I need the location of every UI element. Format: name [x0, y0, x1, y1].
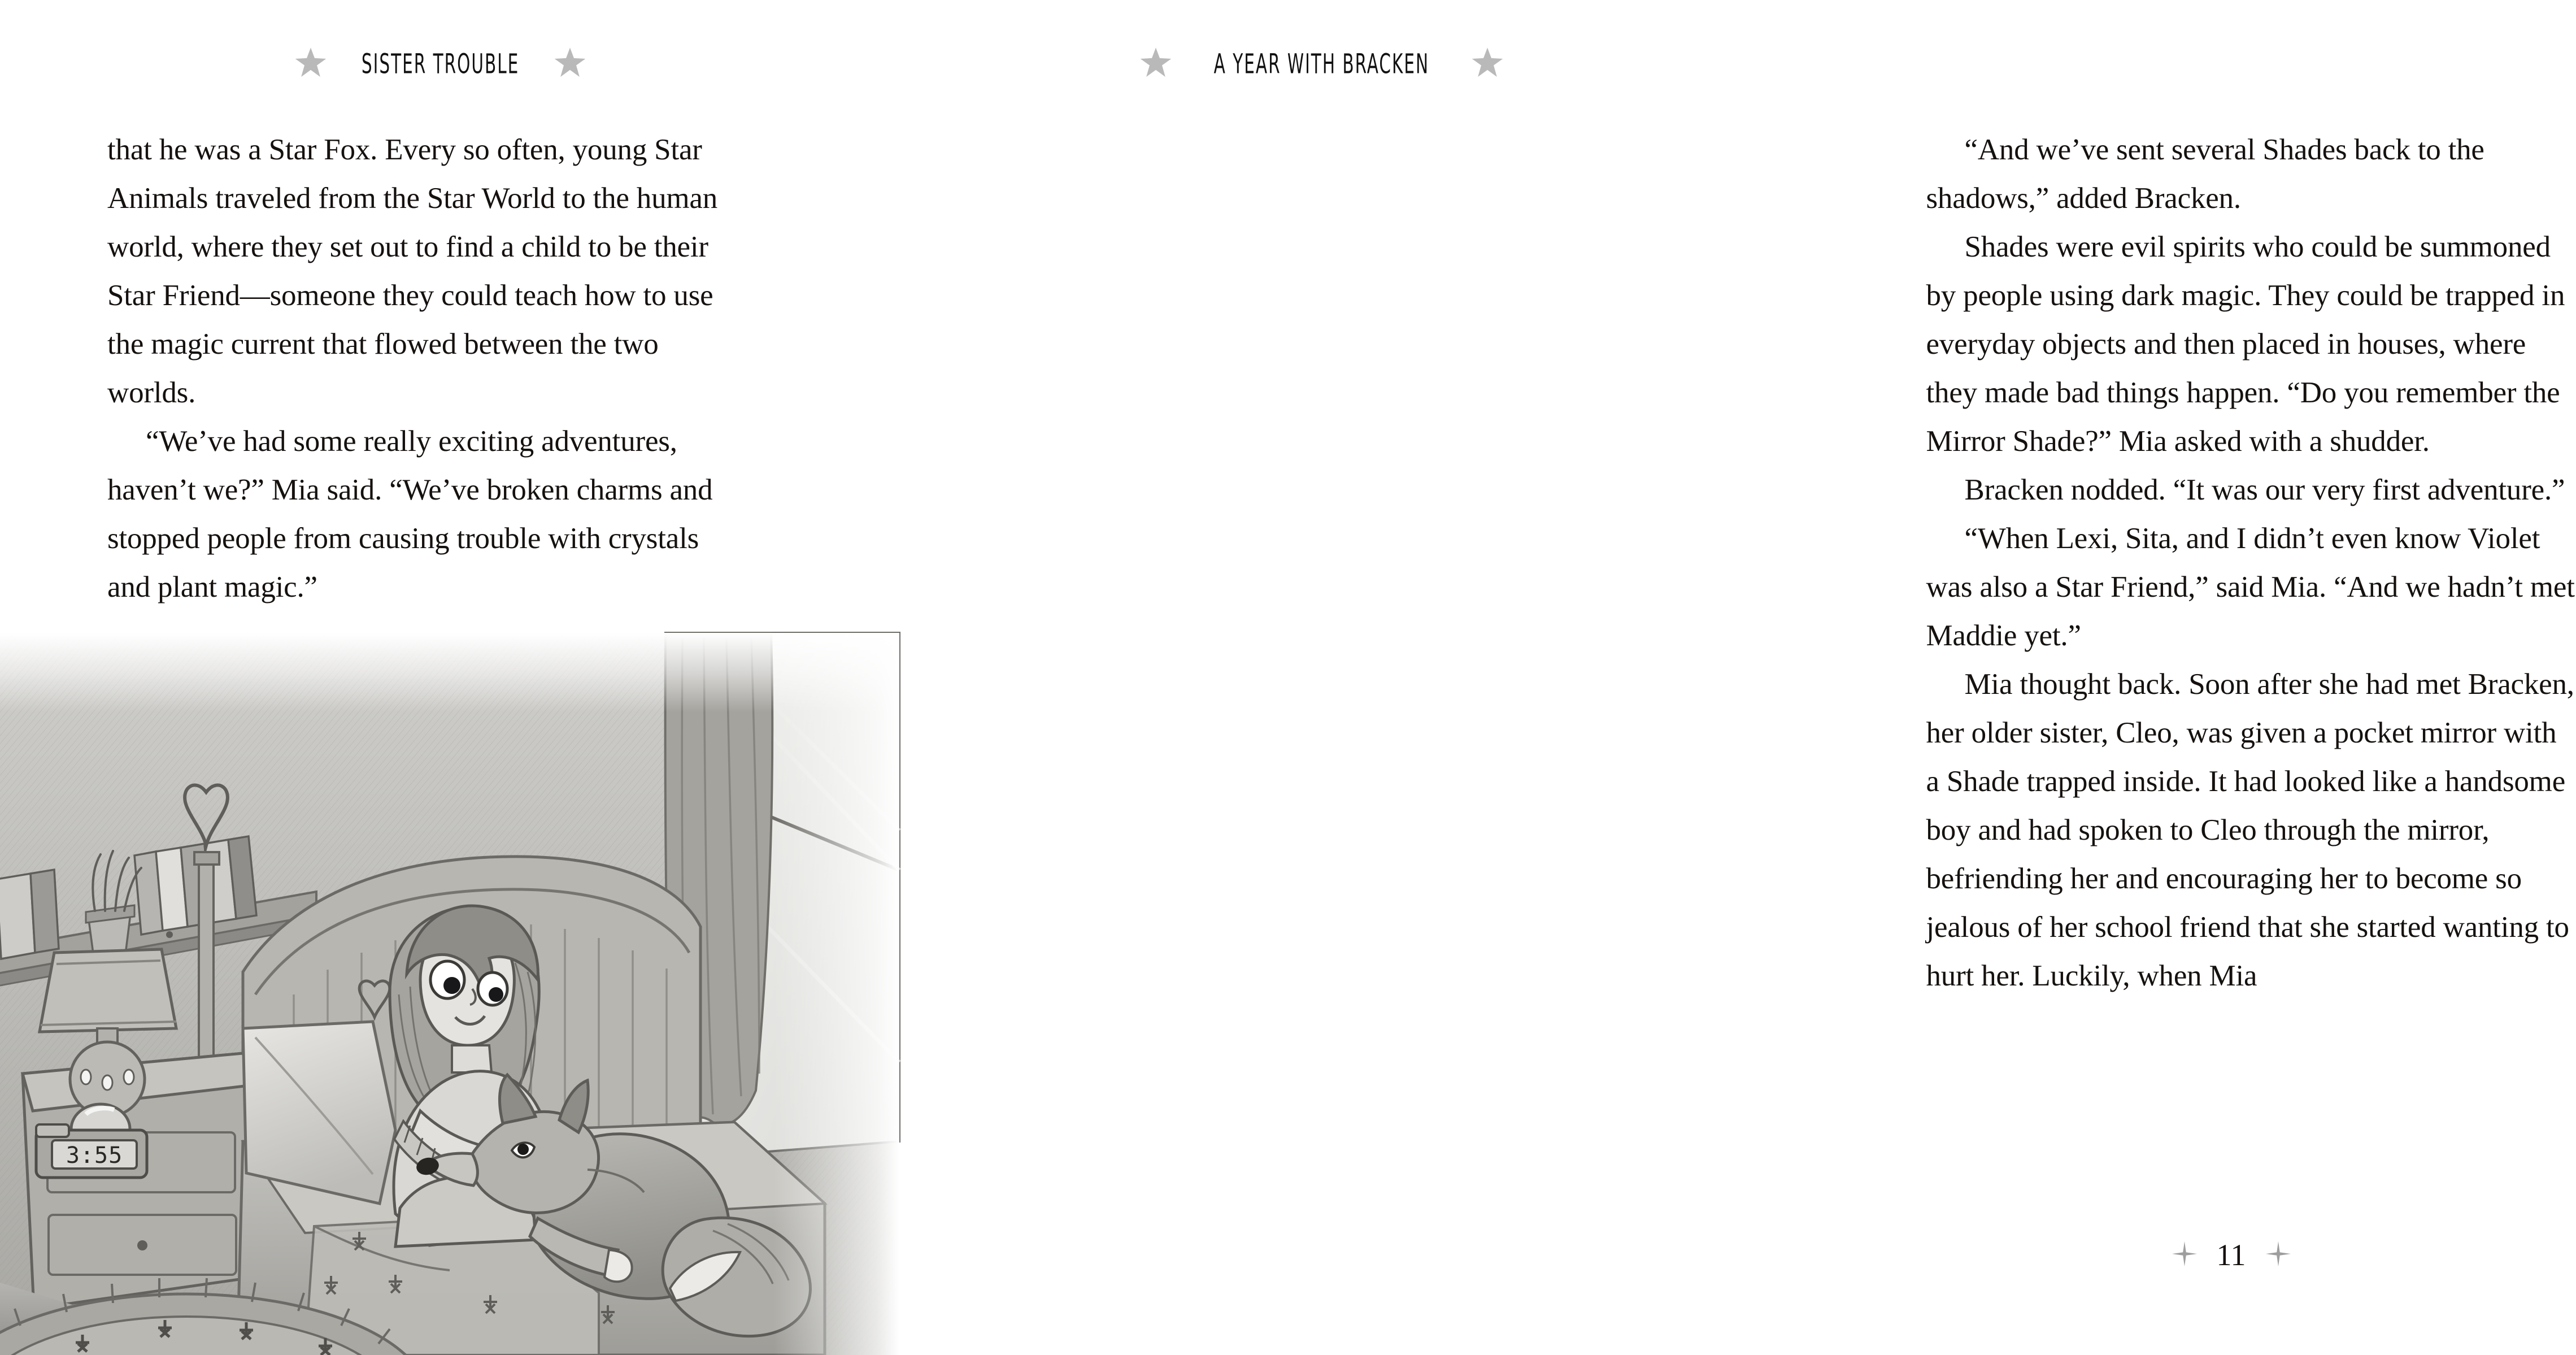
left-running-head	[0, 44, 881, 84]
page-number-folio	[2107, 1237, 2356, 1273]
right-running-head-text: A YEAR WITH BRACKEN	[1213, 47, 1429, 80]
paragraph: “When Lexi, Sita, and I didn’t even know Violet was also a Star Friend,” said Mia. “And we hadn’t met Maddie yet.”	[1926, 522, 2575, 652]
paragraph: Shades were evil spirits who could be summoned by people using dark magic. They could be trapped in everyday objects and then placed in houses, where they made bad things happen. “Do you remember the Mirror Shade?” Mia asked with a shudder.	[1926, 231, 2565, 458]
bedroom-illustration	[0, 633, 899, 1355]
sparkle-icon	[2265, 1241, 2291, 1270]
star-icon	[1139, 46, 1172, 82]
right-running-head	[881, 44, 1763, 84]
paragraph: “We’ve had some really exciting adventures, haven’t we?” Mia said. “We’ve broken charms and stopped people from causing trouble with crystals and plant magic.”	[107, 425, 713, 603]
left-text-column	[107, 125, 740, 611]
page-number: 11	[2216, 1238, 2246, 1272]
left-page	[0, 0, 881, 1355]
right-text-column	[1926, 125, 2576, 1000]
paragraph: Bracken nodded. “It was our very first adventure.”	[1964, 474, 2565, 506]
star-icon	[294, 46, 327, 82]
paragraph: that he was a Star Fox. Every so often, young Star Animals traveled from the Star World to the human world, where they set out to find a child to be their Star Friend—someone they could teach how to use the magic current that flowed between the two worlds.	[107, 133, 718, 409]
star-icon	[554, 46, 586, 82]
star-icon	[1471, 46, 1504, 82]
left-running-head-text: SISTER TROUBLE	[362, 47, 520, 80]
sparkle-icon	[2172, 1241, 2198, 1270]
paragraph: “And we’ve sent several Shades back to the shadows,” added Bracken.	[1926, 133, 2484, 215]
right-page	[881, 0, 2575, 1355]
paragraph: Mia thought back. Soon after she had met Bracken, her older sister, Cleo, was given a pocket mirror with a Shade trapped inside. It had looked like a handsome boy and had spoken to Cleo through the mirror, befriending her and encouraging her to become so jealous of her school friend that she started wanting to hurt her. Luckily, when Mia	[1926, 668, 2574, 992]
